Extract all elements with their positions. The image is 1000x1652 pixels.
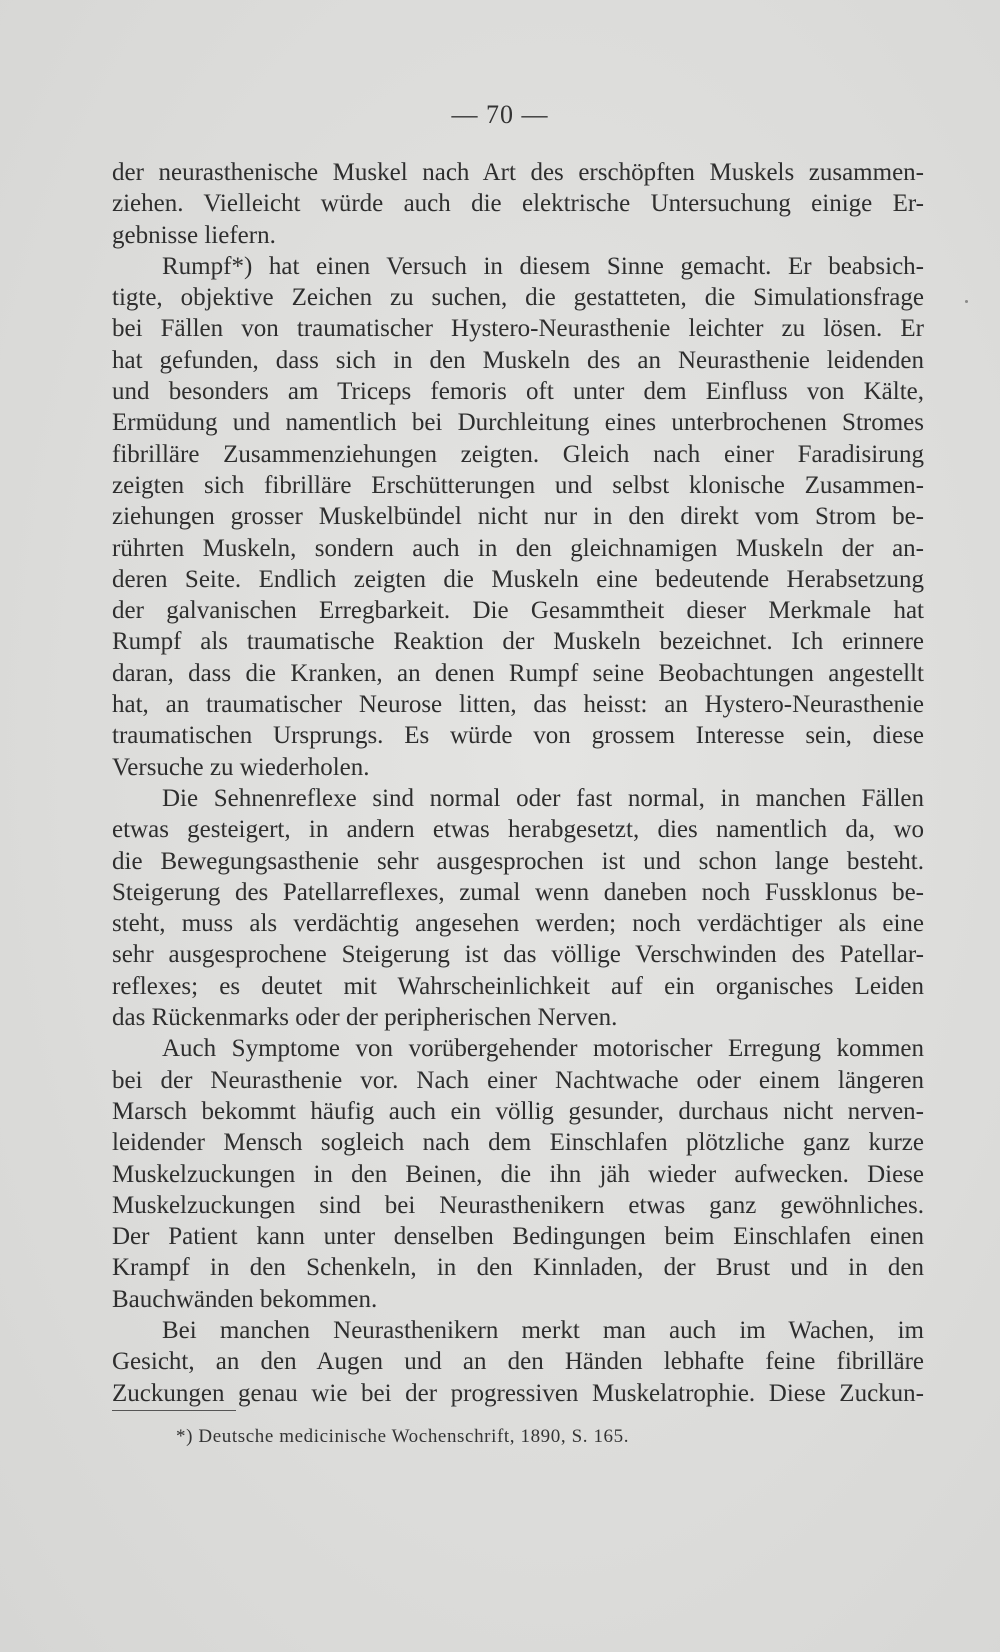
paper-speck: [965, 300, 968, 303]
text-line: Auch Symptome von vorübergehender motorischer Erregung kommen: [162, 1035, 924, 1063]
text-line: Versuche zu wiederholen.: [112, 753, 370, 781]
text-line: Ermüdung und namentlich bei Durchleitung eines unterbrochenen Stromes: [112, 409, 924, 437]
text-line: das Rückenmarks oder der peripherischen Nerven.: [112, 1004, 618, 1032]
text-line: der galvanischen Erregbarkeit. Die Gesammtheit dieser Merkmale hat: [112, 597, 924, 625]
text-line: hat gefunden, dass sich in den Muskeln des an Neurasthenie leidenden: [112, 346, 924, 374]
text-line: Rumpf als traumatische Reaktion der Muskeln bezeichnet. Ich erinnere: [112, 628, 924, 656]
text-line: ziehungen grosser Muskelbündel nicht nur in den direkt vom Strom be-: [112, 503, 924, 531]
text-line: der neurasthenische Muskel nach Art des erschöpften Muskels zusammen-: [112, 159, 924, 186]
text-line: die Bewegungsasthenie sehr ausgesprochen ist und schon lange besteht.: [112, 847, 924, 875]
text-line: rührten Muskeln, sondern auch in den gleichnamigen Muskeln der an-: [112, 534, 924, 562]
body-text: [112, 157, 924, 1409]
text-line: deren Seite. Endlich zeigten die Muskeln eine bedeutende Herabsetzung: [112, 565, 924, 593]
text-line: etwas gesteigert, in andern etwas herabgesetzt, dies namentlich da, wo: [112, 816, 924, 844]
text-line: sehr ausgesprochene Steigerung ist das völlige Verschwinden des Patellar-: [112, 941, 924, 969]
text-line: bei Fällen von traumatischer Hystero-Neurasthenie leichter zu lösen. Er: [112, 315, 924, 343]
text-line: daran, dass die Kranken, an denen Rumpf seine Beobachtungen angestellt: [112, 659, 924, 687]
text-line: Zuckungen genau wie bei der progressiven Muskelatrophie. Diese Zuckun-: [112, 1379, 924, 1407]
text-line: Bei manchen Neurasthenikern merkt man auch im Wachen, im: [162, 1316, 924, 1344]
text-line: Rumpf*) hat einen Versuch in diesem Sinne gemacht. Er beabsich-: [162, 252, 924, 280]
text-line: ziehen. Vielleicht würde auch die elektrische Untersuchung einige Er-: [112, 190, 924, 218]
text-line: Marsch bekommt häufig auch ein völlig gesunder, durchaus nicht nerven-: [112, 1097, 924, 1125]
text-line: tigte, objektive Zeichen zu suchen, die gestatteten, die Simulationsfrage: [112, 284, 924, 312]
text-line: steht, muss als verdächtig angesehen werden; noch verdächtiger als eine: [112, 910, 924, 938]
text-line: Muskelzuckungen sind bei Neurasthenikern etwas ganz gewöhnliches.: [112, 1191, 924, 1219]
text-line: Der Patient kann unter denselben Bedingungen beim Einschlafen einen: [112, 1223, 924, 1251]
text-line: zeigten sich fibrilläre Erschütterungen und selbst klonische Zusammen-: [112, 471, 924, 499]
footnote: *) Deutsche medicinische Wochenschrift, 1890, S. 165.: [176, 1426, 630, 1447]
text-line: und besonders am Triceps femoris oft unter dem Einfluss von Kälte,: [112, 378, 924, 406]
text-line: Bauchwänden bekommen.: [112, 1285, 378, 1313]
text-line: Krampf in den Schenkeln, in den Kinnladen, der Brust und in den: [112, 1254, 924, 1282]
text-line: Steigerung des Patellarreflexes, zumal wenn daneben noch Fussklonus be-: [112, 878, 924, 906]
text-line: Die Sehnenreflexe sind normal oder fast normal, in manchen Fällen: [162, 784, 924, 812]
text-line: hat, an traumatischer Neurose litten, das heisst: an Hystero-Neurasthenie: [112, 691, 924, 719]
text-line: reflexes; es deutet mit Wahrscheinlichkeit auf ein organisches Leiden: [112, 972, 924, 1000]
text-line: Gesicht, an den Augen und an den Händen lebhafte feine fibrilläre: [112, 1348, 924, 1376]
text-line: gebnisse liefern.: [112, 221, 276, 249]
text-line: fibrilläre Zusammenziehungen zeigten. Gleich nach einer Faradisirung: [112, 440, 924, 468]
text-line: Muskelzuckungen in den Beinen, die ihn jäh wieder aufwecken. Diese: [112, 1160, 924, 1188]
footnote-separator: [112, 1410, 236, 1411]
text-line: leidender Mensch sogleich nach dem Einschlafen plötzliche ganz kurze: [112, 1129, 924, 1157]
text-line: traumatischen Ursprungs. Es würde von grossem Interesse sein, diese: [112, 722, 924, 750]
page-number: — 70 —: [451, 100, 549, 129]
text-line: bei der Neurasthenie vor. Nach einer Nachtwache oder einem längeren: [112, 1066, 924, 1094]
